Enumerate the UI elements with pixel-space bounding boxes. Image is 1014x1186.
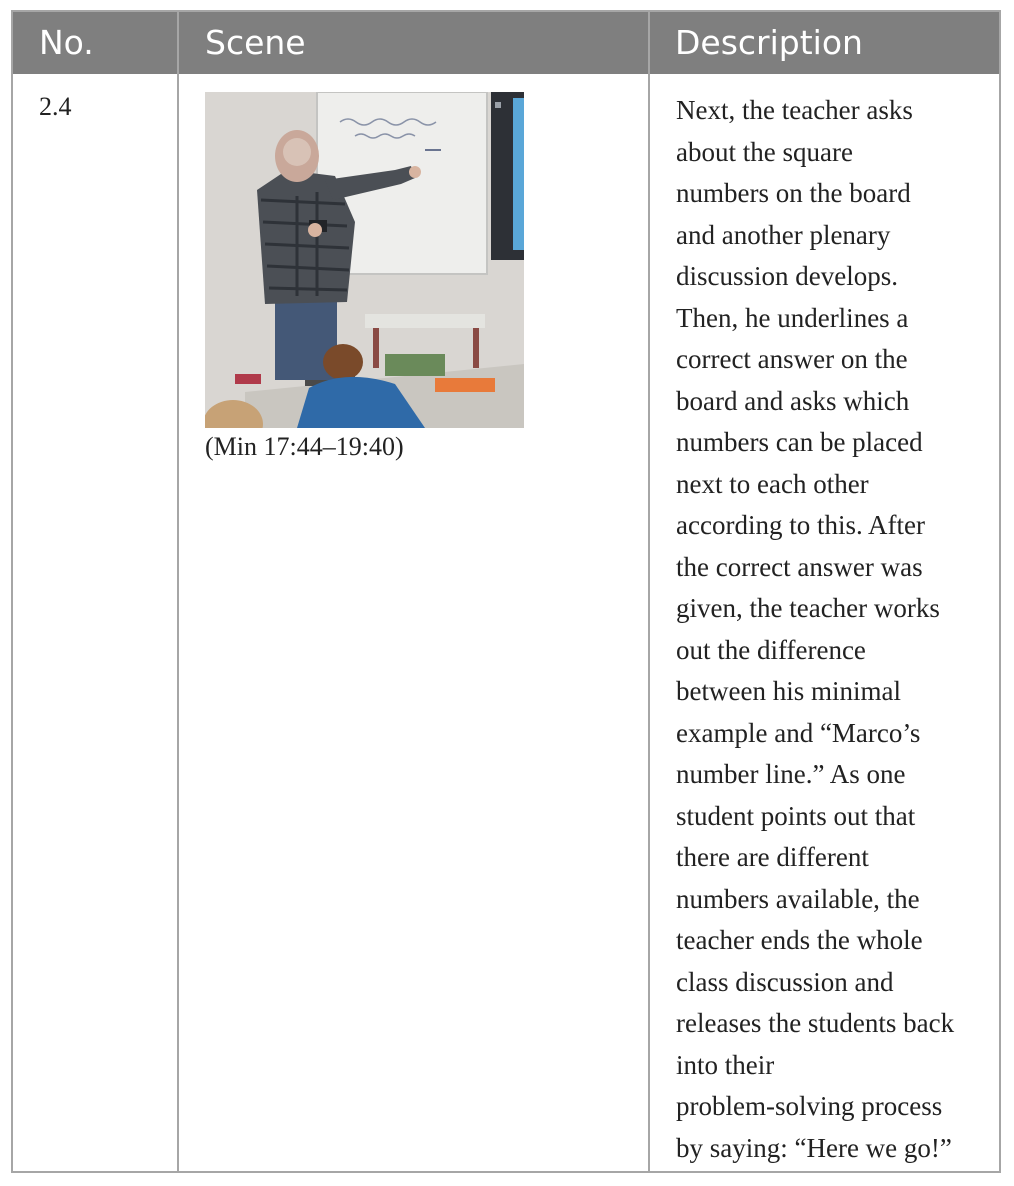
column-divider <box>648 12 650 1171</box>
description-line: Then, he underlines a <box>676 302 909 333</box>
description-line: about the square <box>676 136 853 167</box>
description-line: given, the teacher works <box>676 593 940 623</box>
scene-table <box>11 10 1001 1173</box>
description-line: and another plenary <box>676 219 891 250</box>
description-line: releases the students back <box>676 1008 955 1038</box>
description-line: student points out that <box>676 800 916 831</box>
description-line: problem-solving process <box>676 1091 943 1121</box>
description-line: example and “Marco’s <box>676 717 921 748</box>
description-line: there are different <box>676 842 869 872</box>
header-no: No. <box>39 23 94 62</box>
description-line: next to each other <box>676 468 869 499</box>
description-line: correct answer on the <box>676 344 908 374</box>
description-line: numbers can be placed <box>676 427 923 457</box>
table-header <box>13 12 999 74</box>
description-line: out the difference <box>676 634 866 665</box>
description-line: class discussion and <box>676 966 894 997</box>
column-divider <box>177 12 179 1171</box>
header-scene: Scene <box>205 23 306 62</box>
description-line: numbers on the board <box>676 178 911 208</box>
description-line: between his minimal <box>676 676 901 706</box>
header-description: Description <box>675 23 863 62</box>
description-line: number line.” As one <box>676 759 906 789</box>
description-line: Next, the teacher asks <box>676 95 913 125</box>
description-line: according to this. After <box>676 510 925 540</box>
description-line: discussion develops. <box>676 261 898 291</box>
scene-caption: (Min 17:44–19:40) <box>205 432 404 461</box>
description-text <box>676 90 994 1169</box>
row-number: 2.4 <box>39 92 72 121</box>
description-line: board and asks which <box>676 385 910 416</box>
description-line: the correct answer was <box>676 551 923 582</box>
description-line: teacher ends the whole <box>676 925 923 955</box>
description-line: into their <box>676 1049 775 1080</box>
description-line: by saying: “Here we go!” <box>676 1132 952 1163</box>
description-line: numbers available, the <box>676 883 920 914</box>
classroom-photo <box>205 92 524 428</box>
